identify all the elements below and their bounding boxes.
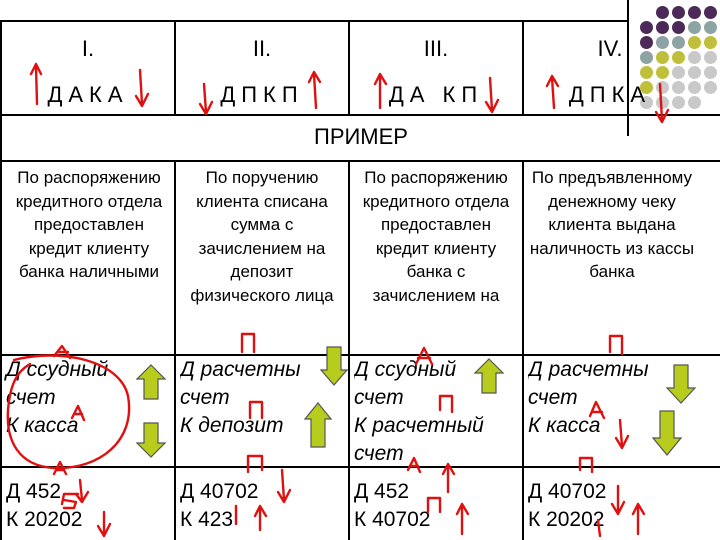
column-letters: ДА КП — [388, 82, 484, 107]
column-letters: ДАКА — [47, 82, 129, 107]
credit-account: К 40702 — [354, 508, 431, 531]
operation-description: По распоряжению кредитного отдела предоставлен кредит клиенту банка с зачислением на — [362, 168, 510, 305]
decorative-dot — [688, 6, 701, 19]
debit-account: Д 40702 — [180, 480, 259, 503]
column-letters: ДПКП — [220, 82, 304, 107]
table-divider — [0, 160, 720, 162]
decorative-dot — [640, 21, 653, 34]
entry-line: счет — [354, 442, 404, 465]
debit-account: Д 452 — [354, 480, 410, 503]
example-label: ПРИМЕР — [314, 124, 408, 149]
decorative-dot — [656, 66, 669, 79]
table-border-top — [0, 20, 628, 22]
down-arrow-icon — [666, 364, 696, 404]
account-block — [6, 478, 171, 534]
decorative-dot — [704, 21, 717, 34]
credit-account: К 20202 — [6, 508, 83, 531]
operation-description: По распоряжению кредитного отдела предоставлен кредит клиенту банка наличными — [15, 168, 163, 281]
entry-line: К касса — [6, 414, 79, 437]
entry-line: К расчетный — [354, 414, 484, 437]
decorative-dot — [656, 21, 669, 34]
debit-account: Д 452 — [6, 480, 62, 503]
column-letters: ДПКА — [568, 82, 652, 107]
decorative-dot — [672, 6, 685, 19]
entry-line: счет — [180, 386, 230, 409]
decoration-vertical-line — [627, 0, 629, 136]
account-block — [528, 478, 693, 534]
up-arrow-icon — [474, 358, 504, 394]
account-block — [180, 478, 345, 534]
table-divider — [174, 160, 176, 540]
decorative-dot — [672, 21, 685, 34]
operation-description: По поручению клиента списана сумма с зачислением на депозит физического лица — [190, 168, 334, 305]
down-arrow-icon — [320, 346, 348, 386]
table-divider — [348, 160, 350, 540]
decorative-dot — [688, 66, 701, 79]
operation-description: По предъявленному денежному чеку клиента выдана наличность из кассы банка — [529, 168, 695, 281]
entry-line: счет — [528, 386, 578, 409]
column-numeral: IV. — [597, 36, 623, 61]
column-numeral: III. — [423, 36, 449, 61]
table-divider — [522, 160, 524, 540]
entry-line: Д ссудный — [6, 358, 109, 381]
credit-account: К 20202 — [528, 508, 605, 531]
down-arrow-icon — [652, 410, 682, 456]
decorative-dot — [704, 81, 717, 94]
entry-line: Д расчетны — [528, 358, 649, 381]
decorative-dot — [704, 36, 717, 49]
entry-line: Д расчетны — [180, 358, 301, 381]
decorative-dot — [704, 51, 717, 64]
up-arrow-icon — [136, 364, 166, 400]
up-arrow-icon — [304, 402, 332, 448]
entry-block — [6, 356, 136, 440]
account-block — [354, 478, 519, 534]
debit-account: Д 40702 — [528, 480, 607, 503]
entry-line: Д ссудный — [354, 358, 457, 381]
entry-line: счет — [6, 386, 56, 409]
credit-account: К 423 — [180, 508, 234, 531]
decorative-dot — [704, 66, 717, 79]
entry-line: К депозит — [180, 414, 284, 437]
column-numeral: II. — [252, 36, 272, 61]
down-arrow-icon — [136, 422, 166, 458]
decorative-dot — [656, 6, 669, 19]
entry-line: К касса — [528, 414, 601, 437]
table-divider — [0, 114, 720, 116]
decorative-dot — [672, 66, 685, 79]
column-numeral: I. — [81, 36, 95, 61]
decorative-dot — [688, 21, 701, 34]
decorative-dot — [704, 6, 717, 19]
entry-line: счет — [354, 386, 404, 409]
decorative-dot — [640, 66, 653, 79]
